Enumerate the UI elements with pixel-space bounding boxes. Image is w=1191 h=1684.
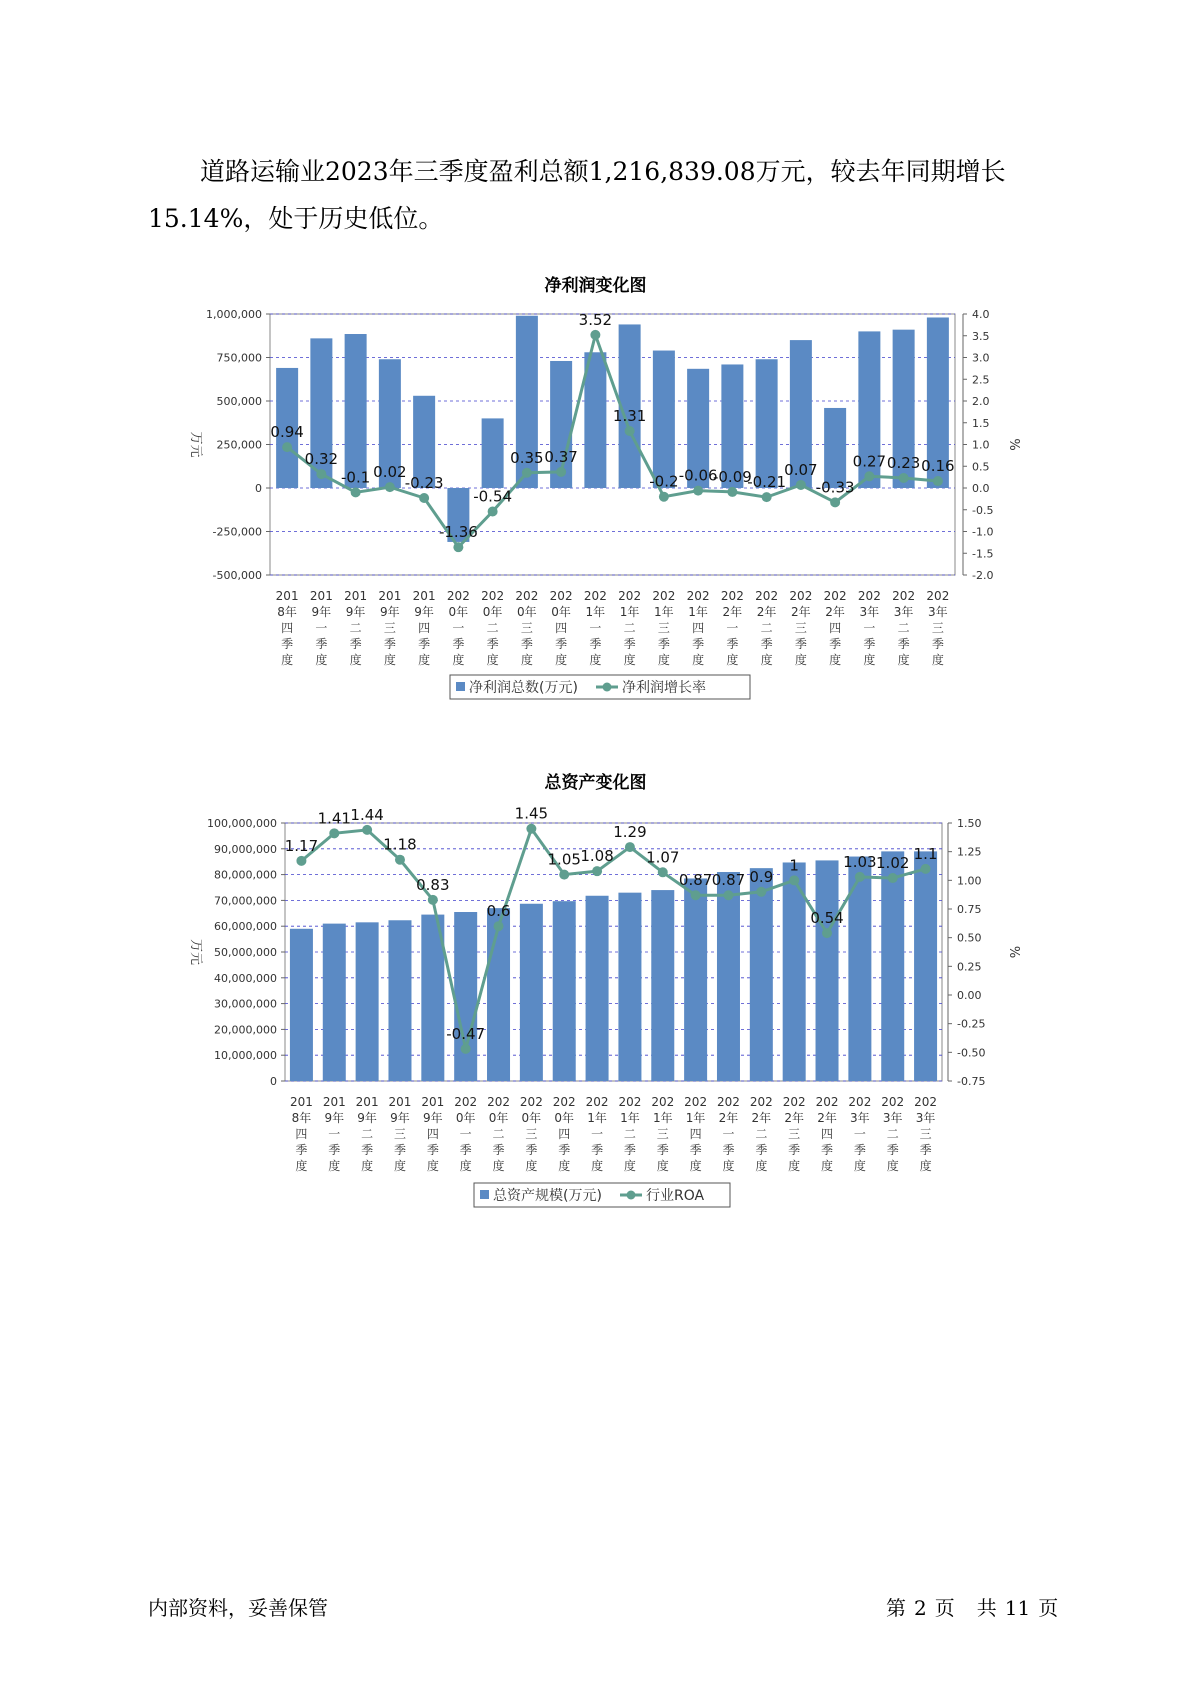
line-point [864,471,874,481]
data-label: -1.36 [438,523,478,542]
data-label: 1.41 [317,809,351,828]
x-tick-label: 202 2年一季度 [717,1095,740,1173]
y2-tick-label: 1.25 [957,845,982,859]
footer-page-part: 共 [976,1596,997,1620]
x-tick-label: 202 0年一季度 [446,589,470,667]
data-label: 1.03 [843,852,877,871]
legend-bar-label: 净利润总数(万元) [469,680,578,696]
y-tick-label: 250,000 [216,438,262,452]
bar [756,359,778,488]
line-point [590,330,600,340]
y-axis-title: 万元 [188,431,203,458]
y2-tick-label: -0.50 [957,1046,986,1060]
data-label: 0.35 [510,448,544,467]
bar [816,860,839,1081]
line-point [526,824,536,834]
line-point [592,866,602,876]
line-point [316,469,326,479]
y2-tick-label: -1.5 [972,547,994,561]
data-label: 1.07 [646,848,680,867]
y-tick-label: 750,000 [216,351,262,365]
line-point [419,493,429,503]
data-label: 0.23 [886,453,921,472]
y-axis-title: 万元 [188,938,203,966]
data-label: -0.06 [678,466,718,485]
y2-tick-label: 0.25 [957,960,982,974]
y2-tick-label: 0.75 [957,903,982,916]
data-label: -0.1 [340,468,371,487]
y2-tick-label: -0.25 [957,1017,986,1031]
x-tick-label: 202 0年四季度 [552,1095,576,1173]
y2-tick-label: -0.75 [957,1075,986,1088]
bar [914,851,937,1081]
line-point [494,921,504,931]
y2-tick-label: 3.5 [972,329,990,343]
data-label: 1.08 [580,847,614,866]
y2-tick-label: -2.0 [972,569,994,582]
bar [290,929,313,1081]
y2-tick-label: 1.50 [957,817,982,830]
line-point [329,828,339,838]
x-tick-label: 201 8年四季度 [289,1095,313,1173]
x-tick-label: 201 9年三季度 [388,1095,412,1173]
bar [356,922,379,1081]
x-tick-label: 202 0年四季度 [549,589,573,667]
x-tick-label: 201 9年四季度 [421,1095,445,1173]
x-tick-label: 202 2年三季度 [789,589,813,667]
bar [482,418,504,488]
x-tick-label: 202 0年三季度 [515,589,539,667]
line-point [453,542,463,552]
bar [520,904,543,1081]
data-label: -0.09 [712,467,752,486]
y-tick-label: 500,000 [216,395,262,408]
y-tick-label: 90,000,000 [214,842,277,856]
line-point [461,1044,471,1054]
y2-tick-label: 1.0 [972,438,990,452]
y2-tick-label: 1.5 [972,416,990,430]
y2-tick-label: 0.50 [957,931,982,945]
y2-tick-label: 0.5 [972,460,990,474]
x-tick-label: 202 3年三季度 [926,589,950,667]
x-tick-label: 202 2年一季度 [720,589,744,667]
y-tick-label: 0 [270,1075,277,1088]
y-tick-label: 70,000,000 [214,894,277,908]
bar [487,908,510,1081]
line-point [727,487,737,497]
line-point [296,856,306,866]
data-label: 1.29 [613,823,647,842]
y-tick-label: 10,000,000 [214,1049,277,1063]
line-point [693,486,703,496]
bar [618,893,641,1081]
chart-title-total-assets: 总资产变化图 [544,773,647,793]
legend-line-marker [603,683,612,692]
line-point [428,895,438,905]
legend-line-label: 净利润增长率 [622,680,706,696]
line-point [888,873,898,883]
data-label: 0.87 [678,871,713,890]
bar [553,901,576,1081]
line-point [855,872,865,882]
x-tick-label: 202 3年二季度 [881,1095,905,1173]
y-tick-label: 40,000,000 [214,971,277,985]
x-tick-label: 202 3年一季度 [848,1095,872,1173]
y-tick-label: 0 [255,482,262,495]
line-point [822,928,832,938]
bar [323,924,346,1081]
data-label: 1.02 [876,854,910,873]
y2-tick-label: 4.0 [972,308,990,321]
data-label: 1.1 [913,844,938,863]
x-tick-label: 201 9年二季度 [355,1095,379,1173]
line-point [488,506,498,516]
summary-paragraph [148,148,1058,242]
legend-line-marker [627,1191,636,1200]
bar [651,890,674,1081]
line-point [659,492,669,502]
line-point [385,482,395,492]
line-point [796,480,806,490]
bar [454,912,477,1081]
data-label: 0.54 [810,909,844,928]
data-label: 0.87 [711,871,746,890]
x-tick-label: 202 1年二季度 [618,589,642,667]
x-tick-label: 202 0年二季度 [481,589,505,667]
y2-tick-label: -1.0 [972,525,994,539]
x-tick-label: 202 1年三季度 [651,1095,675,1173]
x-tick-label: 202 1年四季度 [684,1095,708,1173]
footer-page-part: 页 [934,1596,955,1620]
data-label: 1.17 [284,836,319,855]
y2-tick-label: 2.5 [972,373,990,387]
x-tick-label: 202 3年一季度 [857,589,881,667]
legend-line-label: 行业ROA [646,1188,705,1204]
line-point [351,487,361,497]
y-tick-label: 100,000,000 [207,817,277,830]
data-label: 0.9 [749,867,774,886]
data-label: 0.32 [304,450,339,469]
line-point [556,467,566,477]
y2-tick-label: 0.00 [957,989,982,1002]
line-point [789,875,799,885]
legend [450,675,750,699]
data-label: 1.05 [547,850,581,869]
line-point [921,864,931,874]
x-tick-label: 202 2年二季度 [749,1095,773,1173]
y-tick-label: 20,000,000 [214,1023,277,1037]
y-tick-label: 50,000,000 [214,946,277,959]
data-label: -0.54 [473,487,513,506]
legend-bar-swatch [456,682,465,691]
x-tick-label: 202 2年三季度 [782,1095,806,1173]
x-tick-label: 201 9年一季度 [309,589,333,667]
y2-axis-title: % [1006,945,1021,959]
data-label: 0.02 [373,463,407,482]
data-label: -0.21 [747,473,787,492]
y-tick-label: 30,000,000 [214,997,277,1011]
data-label: 1.45 [514,804,549,823]
data-label: 0.37 [544,447,578,466]
x-tick-label: 201 9年三季度 [378,589,402,667]
data-label: 0.16 [921,457,955,476]
line-point [762,492,772,502]
x-tick-label: 202 0年三季度 [519,1095,543,1173]
x-tick-label: 202 1年一季度 [583,589,607,667]
data-label: 0.07 [784,460,818,479]
line-point [933,476,943,486]
bar [388,920,411,1081]
data-label: 0.6 [486,902,511,921]
bar [824,408,846,488]
line-point [559,870,569,880]
data-label: 1.31 [612,407,647,426]
line-point [756,887,766,897]
x-tick-label: 202 2年四季度 [815,1095,839,1173]
footer-page-part: 页 [1038,1596,1059,1620]
y-tick-label: 1,000,000 [206,308,262,321]
bar [881,851,904,1081]
y2-tick-label: -0.5 [972,503,994,517]
x-tick-label: 201 9年一季度 [322,1095,346,1173]
bar [717,872,740,1081]
footer-page-part: 11 [1004,1596,1031,1620]
net-profit-chart [0,300,1191,720]
line-point [522,468,532,478]
legend-bar-swatch [480,1190,489,1199]
data-label: 1.18 [383,835,417,854]
line-point [658,867,668,877]
line-point [625,842,635,852]
y-tick-label: -250,000 [212,525,262,539]
legend [474,1183,730,1207]
bar [345,334,367,488]
line-point [899,473,909,483]
data-label: 3.52 [578,310,613,329]
x-tick-label: 202 0年二季度 [487,1095,510,1173]
line-point [625,426,635,436]
line-point [395,855,405,865]
line-point [830,497,840,507]
data-label: 1.44 [350,805,384,824]
footer-confidential: 内部资料，妥善保管 [148,1596,328,1620]
bar [750,868,773,1081]
x-tick-label: 201 9年二季度 [344,589,368,667]
footer-page-part: 第 [886,1596,906,1620]
x-tick-label: 201 8年四季度 [275,589,299,667]
x-tick-label: 202 3年二季度 [892,589,916,667]
bar [653,351,675,488]
y2-tick-label: 1.00 [957,874,982,888]
y2-tick-label: 3.0 [972,351,990,365]
data-label: 0.83 [416,875,450,894]
footer-page-number [886,1592,1066,1621]
bar [584,352,606,488]
data-label: -0.23 [404,474,444,493]
data-label: 0.94 [270,423,304,442]
footer-page-part: 2 [914,1596,927,1620]
x-tick-label: 202 1年三季度 [652,589,676,667]
data-label: 1 [789,856,799,875]
data-label: -0.47 [446,1024,486,1043]
summary-text: 道路运输业2023年三季度盈利总额1,216,839.08万元，较去年同期增长15.14%，处于历史低位。 [148,157,1006,233]
y-tick-label: 80,000,000 [214,868,277,882]
bar [586,896,609,1081]
data-label: -0.2 [649,472,679,491]
x-tick-label: 202 3年三季度 [914,1095,938,1173]
y2-tick-label: 0.0 [972,482,990,495]
x-tick-label: 202 1年二季度 [618,1095,642,1173]
y-tick-label: -500,000 [212,569,262,582]
total-assets-chart [0,798,1191,1218]
bar [684,878,707,1081]
x-tick-label: 201 9年四季度 [412,589,436,667]
x-tick-label: 202 0年一季度 [454,1095,478,1173]
x-tick-label: 202 2年二季度 [755,589,779,667]
data-label: 0.27 [852,452,887,471]
line-point [723,890,733,900]
x-tick-label: 202 2年四季度 [823,589,847,667]
line-point [691,890,701,900]
y2-tick-label: 2.0 [972,395,990,408]
legend-bar-label: 总资产规模(万元) [493,1188,602,1204]
data-label: -0.33 [815,478,855,497]
chart-title-net-profit: 净利润变化图 [544,276,647,296]
x-tick-label: 202 1年一季度 [585,1095,609,1173]
line-point [362,825,372,835]
y-tick-label: 60,000,000 [214,920,277,934]
x-tick-label: 202 1年四季度 [686,589,710,667]
y2-axis-title: % [1006,438,1021,451]
line-point [282,442,292,452]
